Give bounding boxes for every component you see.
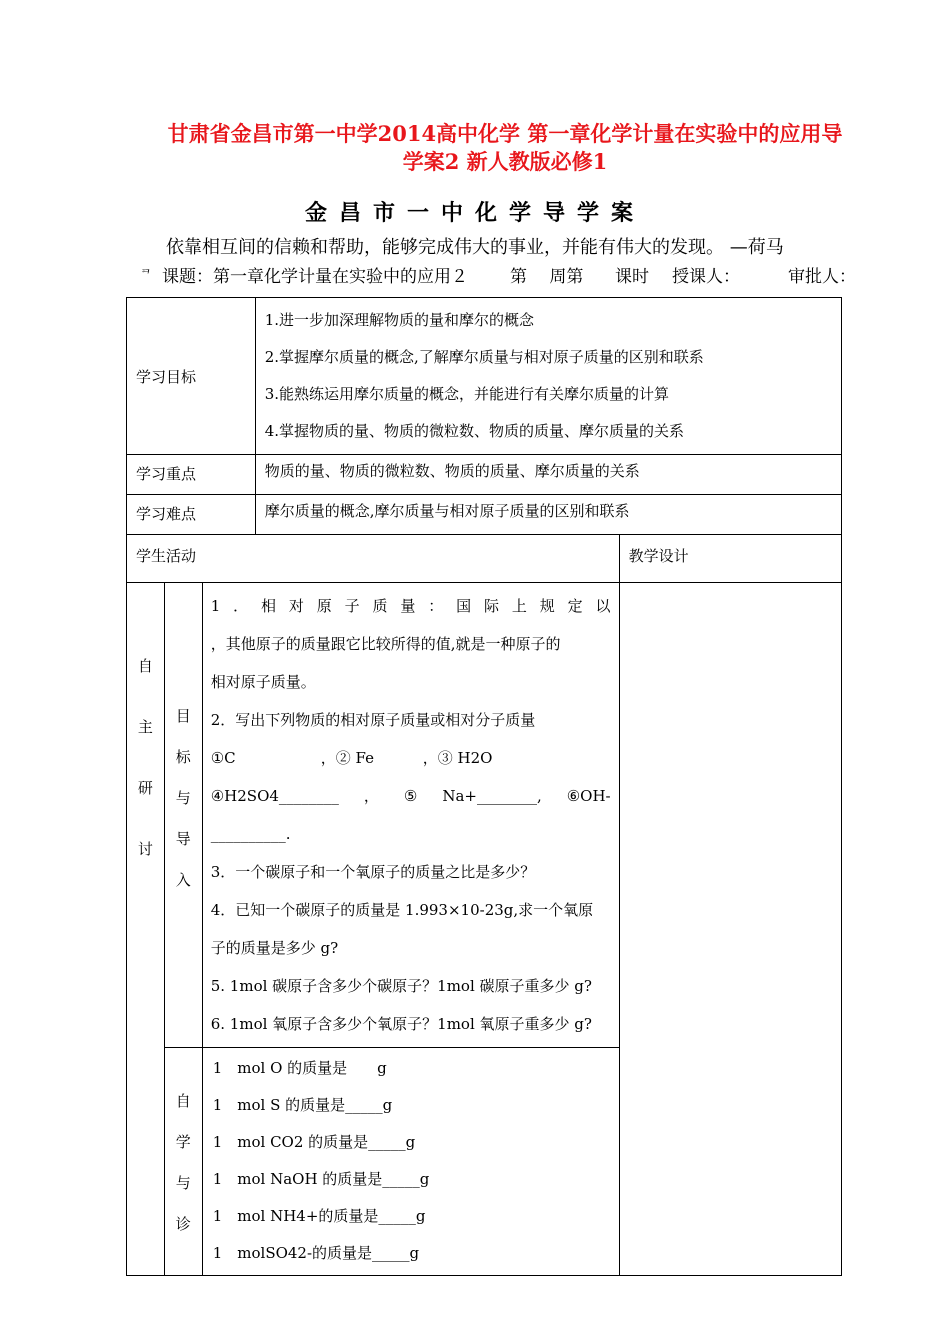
difficulties-label: 学习难点 — [127, 495, 256, 535]
objective-item: 2.掌握摩尔质量的概念,了解摩尔质量与相对原子质量的区别和联系 — [264, 348, 704, 366]
objective-item: 3.能熟练运用摩尔质量的概念，并能进行有关摩尔质量的计算 — [264, 385, 670, 403]
question-4-line-2: 子的质量是多少 g? — [210, 939, 339, 957]
objective-item: 1.进一步加深理解物质的量和摩尔的概念 — [264, 311, 535, 329]
teaching-design-header: 教学设计 — [619, 535, 841, 583]
course-teacher: 授课人： — [672, 267, 740, 287]
diagnose-item: 1 mol O 的质量是 g — [212, 1059, 387, 1077]
objectives-row — [127, 298, 842, 455]
question-3: 3．一个碳原子和一个氧原子的质量之比是多少？ — [210, 863, 536, 881]
lesson-plan-table — [126, 297, 842, 1276]
question-2-row-2: ④H2SO4________ ， ⑤ Na+________, ⑥OH- — [210, 787, 611, 805]
question-5: 5. 1mol 碳原子含多少个碳原子？1mol 碳原子重多少 g? — [210, 977, 592, 995]
question-2-row-3: __________. — [210, 825, 291, 843]
student-activity-header: 学生活动 — [127, 535, 620, 583]
school-title: 金昌市一中化学导学案 — [304, 201, 645, 226]
difficulties-text: 摩尔质量的概念,摩尔质量与相对原子质量的区别和联系 — [255, 495, 841, 535]
diagnose-item: 1 molSO42-的质量是_____g — [212, 1244, 420, 1262]
goals-questions — [202, 583, 619, 1048]
question-2-row-1: ①C ，② Fe ，③ H2O — [210, 749, 493, 767]
objectives-label: 学习目标 — [127, 298, 256, 455]
diagnose-item: 1 mol NaOH 的质量是_____g — [212, 1170, 430, 1188]
goals-vertical-label: 目 标 与 导 入 — [164, 583, 202, 1048]
course-prefix-glyph: ᄏ — [140, 268, 152, 282]
question-1-line-3: 相对原子质量。 — [210, 673, 316, 691]
diagnose-item: 1 mol S 的质量是_____g — [212, 1096, 393, 1114]
self-study-vertical-label: 自 主 研 讨 — [127, 583, 165, 1276]
key-points-row — [127, 455, 842, 495]
course-topic: 课题：第一章化学计量在实验中的应用２ — [162, 267, 468, 287]
objectives-list — [255, 298, 841, 455]
question-4-line-1: 4．已知一个碳原子的质量是 1.993×10-23g,求一个氧原 — [210, 901, 594, 919]
course-hour: 课时 — [615, 267, 649, 287]
difficulties-row — [127, 495, 842, 535]
document-title — [110, 120, 900, 176]
goals-row — [127, 583, 842, 1048]
key-points-text: 物质的量、物质的微粒数、物质的质量、摩尔质量的关系 — [255, 455, 841, 495]
diagnose-item: 1 mol CO2 的质量是_____g — [212, 1133, 416, 1151]
question-1-line-2: ，其他原子的质量跟它比较所得的值,就是一种原子的 — [210, 635, 561, 653]
diagnose-vertical-label: 自 学 与 诊 — [164, 1048, 202, 1276]
title-line-1: 甘肃省金昌市第一中学2014高中化学 第一章化学计量在实验中的应用导 — [167, 121, 843, 146]
objective-item: 4.掌握物质的量、物质的微粒数、物质的质量、摩尔质量的关系 — [264, 422, 685, 440]
activity-header-row — [127, 535, 842, 583]
title-line-2: 学案2 新人教版必修1 — [402, 149, 608, 174]
diagnose-item: 1 mol NH4+的质量是_____g — [212, 1207, 426, 1225]
question-2: 2．写出下列物质的相对原子质量或相对分子质量 — [210, 711, 536, 729]
question-1-line-1: 1 ． 相 对 原 子 质 量 ： 国 际 上 规 定 以 — [210, 597, 611, 615]
key-points-label: 学习重点 — [127, 455, 256, 495]
motto: 依靠相互间的信赖和帮助，能够完成伟大的事业，并能有伟大的发现。 —荷马 — [166, 237, 784, 258]
course-week: 第 周第 — [510, 267, 584, 287]
question-6: 6. 1mol 氧原子含多少个氧原子？1mol 氧原子重多少 g? — [210, 1015, 592, 1033]
course-approver: 审批人： — [788, 267, 856, 287]
teaching-design-cell — [619, 583, 841, 1276]
diagnose-questions — [202, 1048, 619, 1276]
